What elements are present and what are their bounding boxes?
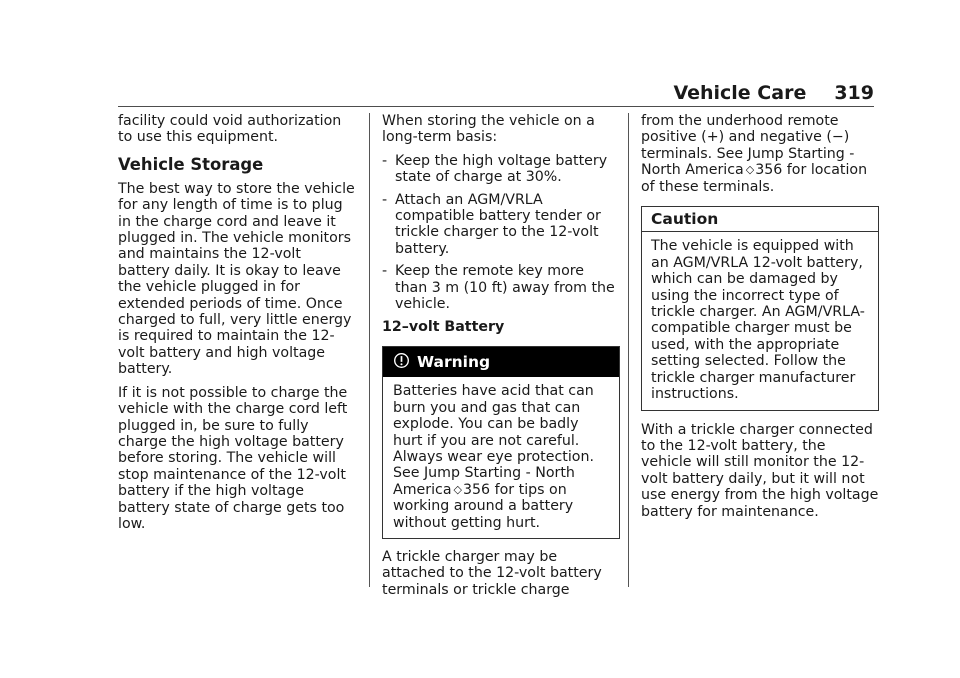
header-rule	[118, 106, 874, 107]
terminals-paragraph	[641, 113, 879, 195]
caution-title: Caution	[642, 207, 878, 232]
list-item: - Keep the remote key more than 3 m (10 ft) away from the vehicle.	[382, 263, 620, 312]
section-title: Vehicle Care	[673, 82, 807, 104]
column-2	[382, 113, 620, 605]
warning-body	[383, 377, 619, 538]
warning-icon	[393, 352, 410, 372]
column-3	[641, 113, 879, 527]
long-term-intro: When storing the vehicle on a long-term basis:	[382, 113, 595, 146]
warning-page-ref: 356	[463, 481, 491, 498]
battery-subheading: 12–volt Battery	[382, 319, 505, 336]
page-ref-icon: ◇	[745, 163, 755, 177]
terminals-page-ref: 356	[755, 162, 783, 179]
column-1	[118, 113, 356, 539]
maintenance-paragraph: With a trickle charger connected to the 12-volt battery, the vehicle will still monitor the 12-volt battery daily, but it will not use energy from the high voltage battery for maintenance.	[641, 421, 879, 520]
page-header	[673, 82, 874, 104]
page-number: 319	[834, 82, 874, 104]
page-ref-icon: ◇	[453, 482, 462, 496]
continued-paragraph: facility could void authorization to use this equipment.	[118, 113, 342, 146]
trickle-paragraph: A trickle charger may be attached to the 12-volt battery terminals or trickle charge	[382, 548, 602, 598]
list-item: - Attach an AGM/VRLA compatible battery tender or trickle charger to the 12-volt battery.	[382, 192, 620, 258]
warning-text-end: for tips on working around a battery without getting hurt.	[393, 481, 574, 531]
terminals-text: from the underhood remote positive (+) and negative (−) terminals. See Jump Starting - North America	[641, 113, 855, 179]
terminals-text-end: for location of these terminals.	[641, 162, 868, 195]
column-divider-2	[628, 113, 629, 587]
vehicle-storage-heading: Vehicle Storage	[118, 154, 264, 174]
storage-paragraph-2: If it is not possible to charge the vehicle with the charge cord left plugged in, be sure to fully charge the high voltage battery before storing. The vehicle will stop maintenance of the 12-volt battery if the high voltage battery state of charge gets too low.	[118, 384, 348, 532]
warning-text: Batteries have acid that can burn you and gas that can explode. You can be badly hurt if you are not careful. Always wear eye protection. See Jump Starting - North America	[393, 383, 594, 498]
list-item: - Keep the high voltage battery state of charge at 30%.	[382, 153, 620, 186]
storage-paragraph-1: The best way to store the vehicle for any length of time is to plug in the charge cord and leave it plugged in. The vehicle monitors and maintains the 12-volt battery daily. It is okay to leave the vehicle plugged in for extended periods of time. Once charged to full, very little energy is required to maintain the 12-volt battery and high voltage battery.	[118, 180, 355, 378]
warning-title: Warning	[417, 352, 491, 371]
warning-box	[382, 346, 620, 539]
caution-text: The vehicle is equipped with an AGM/VRLA 12-volt battery, which can be damaged by using the incorrect type of trickle charger. An AGM/VRLA-compatible charger must be used, with the appropriate setting selected. Follow the trickle charger manufacturer instructions.	[651, 238, 865, 403]
column-divider-1	[369, 113, 370, 587]
storage-list	[382, 153, 620, 313]
warning-header	[383, 347, 619, 377]
caution-box	[641, 206, 879, 410]
